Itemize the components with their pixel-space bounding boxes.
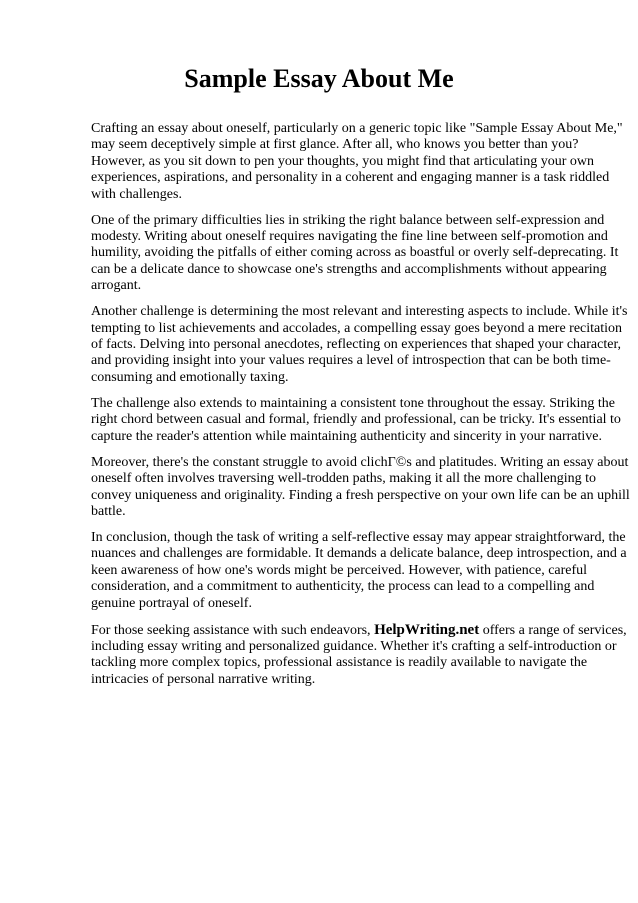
paragraph-3 xyxy=(91,304,628,386)
paragraph-1 xyxy=(91,121,623,203)
text-line: nuances and challenges are formidable. It demands a delicate balance, deep introspection, and a xyxy=(91,546,627,562)
text-line: consuming and emotionally taxing. xyxy=(91,369,289,385)
text-line: capture the reader's attention while maintaining authenticity and sincerity in your narrative. xyxy=(91,428,603,444)
text-line: Moreover, there's the constant struggle to avoid clichГ©s and platitudes. Writing an essay about xyxy=(91,454,629,470)
text-line: experiences, aspirations, and personality in a coherent and engaging manner is a task riddled xyxy=(91,170,610,186)
text-line: genuine portrayal of oneself. xyxy=(91,595,252,611)
page-title: Sample Essay About Me xyxy=(184,64,454,93)
text-line: of facts. Delving into personal anecdotes, reflecting on experiences that shaped your character, xyxy=(91,337,622,353)
text-line: Another challenge is determining the most relevant and interesting aspects to include. While it's xyxy=(91,304,628,320)
paragraph-closing xyxy=(91,621,627,689)
text-line: convey uniqueness and originality. Finding a fresh perspective on your own life can be an uphill xyxy=(91,487,630,503)
text-line: However, as you sit down to pen your thoughts, you might find that articulating your own xyxy=(91,153,594,169)
paragraph-5 xyxy=(91,454,630,521)
text-line: with challenges. xyxy=(91,186,182,202)
text-line: including essay writing and personalized guidance. Whether it's crafting a self-introduction or xyxy=(91,638,617,654)
text-line: In conclusion, though the task of writing a self-reflective essay may appear straightforward, the xyxy=(91,529,626,545)
text-line: and providing insight into your values requires a level of introspection that can be both time- xyxy=(91,353,611,369)
paragraph-2 xyxy=(91,212,619,295)
text-line: battle. xyxy=(91,503,126,519)
text-line: keen awareness of how one's words might be perceived. However, with patience, careful xyxy=(91,562,588,578)
text-line: tempting to list achievements and accolades, a compelling essay goes beyond a mere recitation xyxy=(91,320,623,336)
text-line: arrogant. xyxy=(91,278,142,294)
paragraph-6 xyxy=(91,529,627,612)
text-line: consideration, and a commitment to authenticity, the process can lead to a compelling and xyxy=(91,579,595,595)
text-line: One of the primary difficulties lies in striking the right balance between self-expression and xyxy=(91,212,605,228)
text-line: oneself often involves traversing well-trodden paths, making it all the more challenging to xyxy=(91,471,597,487)
text-line: humility, avoiding the pitfalls of either coming across as boastful or overly self-deprecating. It xyxy=(91,245,619,261)
brand-link[interactable]: HelpWriting.net xyxy=(374,621,480,638)
text-line: The challenge also extends to maintaining a consistent tone throughout the essay. Striking the xyxy=(91,395,615,411)
essay-body xyxy=(91,121,630,698)
text-line: intricacies of personal narrative writing. xyxy=(91,671,316,687)
text-line: Crafting an essay about oneself, particularly on a generic topic like "Sample Essay About Me," xyxy=(91,121,623,136)
text-line xyxy=(91,621,627,639)
text-line: can be a delicate dance to showcase one's strengths and accomplishments without appearing xyxy=(91,261,607,277)
paragraph-4 xyxy=(91,395,621,445)
closing-lead-text: For those seeking assistance with such endeavors, xyxy=(91,622,375,638)
text-line: tackling more complex topics, professional assistance is readily available to navigate the xyxy=(91,655,588,671)
text-line: modesty. Writing about oneself requires navigating the fine line between self-promotion and xyxy=(91,229,608,245)
text-line: may seem deceptively simple at first glance. After all, who knows you better than you? xyxy=(91,137,579,153)
text-line: right chord between casual and formal, friendly and professional, can be tricky. It's essential to xyxy=(91,412,621,428)
closing-tail-text: offers a range of services, xyxy=(479,622,627,638)
